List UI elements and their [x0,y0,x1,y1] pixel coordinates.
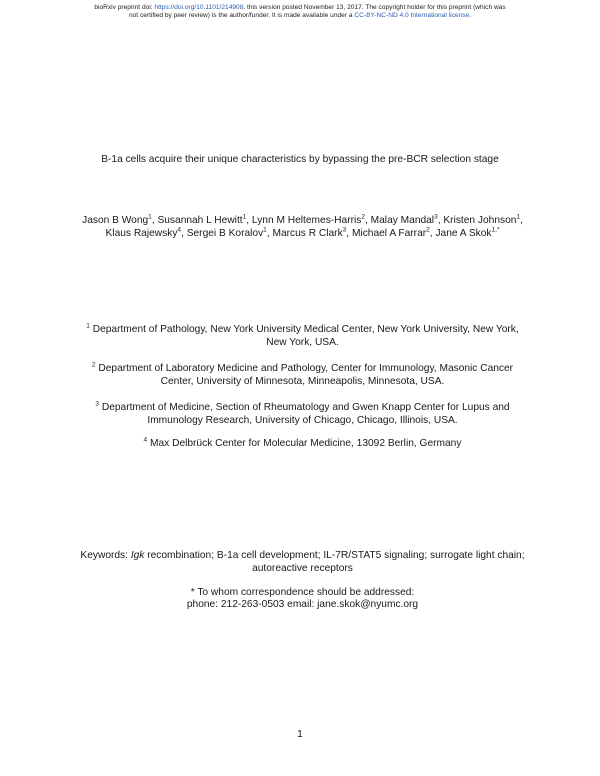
affiliation-1 [80,323,525,349]
preprint-header [40,4,560,20]
paper-title: B-1a cells acquire their unique characteristics by bypassing the pre-BCR selection stage [101,154,499,165]
author-affiliation-sup: 3 [434,213,438,221]
author [272,228,346,239]
correspondence-line-1: * To whom correspondence should be addressed: [190,587,415,598]
author-affiliation-sup: 1,* [491,226,500,234]
affiliation-3 [80,401,525,427]
author [82,215,152,226]
author [157,215,246,226]
author-name: Susannah L Hewitt [157,215,243,226]
author-affiliation-sup: 1 [516,213,521,221]
author-name: Michael A Farrar [351,228,427,239]
author-list: Jason B Wong$^1$, Susannah L Hewitt$^1$, Lynn M Heltemes-Harris$^2$, Malay Mandal$^3$, Kristen Johnson$^1$, Klaus Rajewsky$^4$, Sergei B Koralov$^1$, Marcus R Clark$^3$, Michael A Farrar$^2$, Jane A Skok$^{1,*}$ [82,213,523,239]
author-name: Marcus R Clark [272,228,343,239]
affiliation-number: 1 [86,322,90,330]
keywords-label: Keywords: [80,550,131,561]
affiliation-number: 4 [143,436,148,444]
author-name: Jane A Skok [435,228,492,239]
author-affiliation-sup: 4 [177,226,182,234]
author-affiliation-sup: 3 [342,226,347,234]
author-affiliation-sup: 2 [361,213,365,221]
author [443,215,520,226]
author [252,215,365,226]
author-name: Lynn M Heltemes-Harris [251,215,362,226]
author-name: Kristen Johnson [443,215,517,226]
author-name: Jason B Wong [82,215,149,226]
author-name: Klaus Rajewsky [105,228,178,239]
author [187,228,267,239]
header-line-2: not certified by peer review) is the author/funder. It is made available under a CC-BY-NC-ND 4.0 International license. [128,12,472,19]
license-link[interactable]: CC-BY-NC-ND 4.0 International license [354,12,470,19]
affiliation-text: Department of Pathology, New York University Medical Center, New York University, New York, New York, USA. [92,324,519,348]
author [435,228,499,239]
affiliation-number: 2 [91,361,96,369]
author-affiliation-sup: 2 [426,226,430,234]
affiliation-text: Max Delbrück Center for Molecular Medicine, 13092 Berlin, Germany [150,438,462,449]
doi-link[interactable]: https://doi.org/10.1101/214908 [154,4,244,11]
author [371,215,438,226]
affiliation-number: 3 [95,400,100,408]
correspondence-line-2: phone: 212-263-0503 email: jane.skok@nyumc.org [186,599,419,610]
keywords [80,549,525,575]
author-name: Malay Mandal [370,215,435,226]
header-line-1: bioRxiv preprint doi: https://doi.org/10.1101/214908. this version posted November 13, 2017. The copyright holder for this preprint (which was [94,4,506,11]
affiliation-4 [80,437,525,450]
affiliation-text: Department of Laboratory Medicine and Pathology, Center for Immunology, Masonic Cancer Center, University of Minnesota, Minneapolis, Minnesota, USA. [98,363,514,387]
correspondence [80,587,525,611]
author-affiliation-sup: 1 [242,213,247,221]
affiliation-text: Department of Medicine, Section of Rheumatology and Gwen Knapp Center for Lupus and Immunology Research, University of Chicago, Chicago, Illinois, USA. [101,402,510,426]
keywords-italic-term: Igk [130,550,145,561]
author-name: Sergei B Koralov [186,228,264,239]
author-affiliation-sup: 1 [148,213,152,221]
author-affiliation-sup: 1 [263,226,267,234]
keywords-text: recombination; B-1a cell development; IL-7R/STAT5 signaling; surrogate light chain; autoreactive receptors [144,550,525,574]
author [106,228,182,239]
page-number: 1 [297,729,303,740]
author [352,228,430,239]
affiliation-2 [80,362,525,388]
